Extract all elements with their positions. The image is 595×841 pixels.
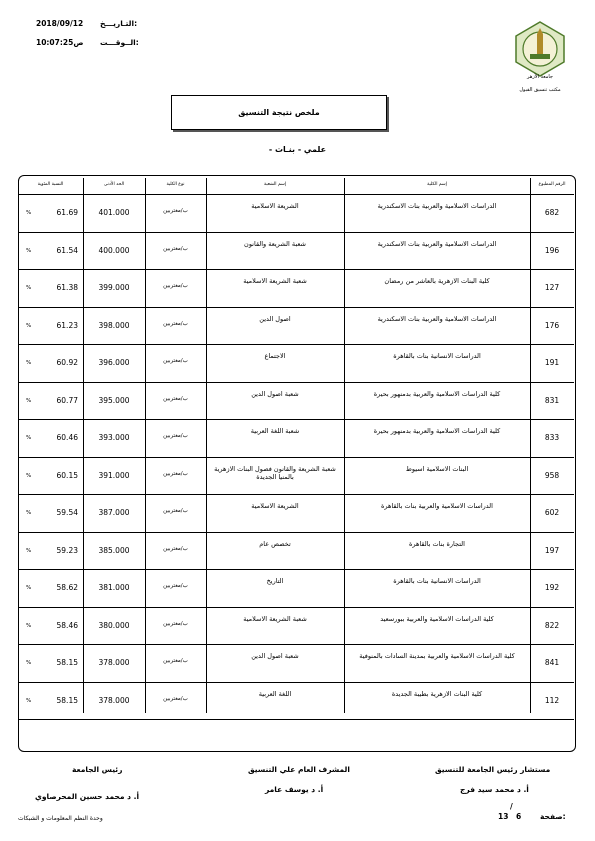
header-branch: إسم الشعبة (263, 182, 287, 187)
cell-pct: 61.54 (56, 245, 78, 255)
cell-pct: 61.69 (56, 208, 78, 217)
cell-code: 127 (544, 283, 560, 292)
header-type: نوع الكلية (166, 182, 185, 187)
cell-type: ب/مغتربين (163, 695, 188, 702)
header-code: الرقم المطبوع (538, 182, 566, 187)
cell-pct: 59.23 (56, 545, 78, 555)
cell-branch: الشريعة الاسلامية (251, 202, 299, 210)
cell-college: البنات الاسلامية اسيوط (405, 464, 469, 473)
cell-pct: 60.46 (56, 433, 78, 442)
table-row (18, 682, 574, 721)
table-row (18, 419, 574, 458)
table-row (18, 532, 574, 571)
percent-sign: % (26, 472, 32, 479)
table-row (18, 307, 574, 346)
cell-min: 395.000 (98, 395, 130, 405)
cell-pct: 60.15 (56, 470, 78, 480)
cell-college: الدراسات الاسلامية والعربية بنات الاسكندرية (377, 314, 497, 323)
page-total: 13 (498, 812, 509, 821)
cell-pct: 58.15 (56, 658, 78, 667)
cell-pct: 61.23 (56, 320, 78, 330)
cell-branch: التاريخ (266, 577, 284, 585)
cell-branch: اصول الدين (259, 314, 291, 323)
cell-type: ب/مغتربين (163, 283, 188, 289)
cell-type: ب/مغتربين (163, 470, 188, 477)
cell-min: 398.000 (98, 320, 130, 330)
report-subtitle: - علمي - بنـات (268, 145, 327, 154)
cell-college: كلية البنات الازهرية بالعاشر من رمضان (384, 277, 490, 285)
cell-code: 191 (544, 358, 560, 367)
cell-code: 197 (544, 545, 560, 555)
cell-college: كلية الدراسات الاسلامية والعربية بدمنهور بحيرة (373, 389, 501, 398)
percent-sign: % (26, 247, 32, 254)
cell-min: 378.000 (98, 695, 130, 705)
cell-college: الدراسات الانسانية بنات بالقاهرة (393, 577, 481, 585)
cell-pct: 58.15 (56, 695, 78, 705)
cell-type: ب/مغتربين (163, 433, 188, 439)
sig-left-name: أ. د محمد حسين المحرصاوي (35, 792, 140, 801)
cell-code: 822 (544, 620, 560, 630)
sig-right-title: مستشار رئيس الجامعة للتنسيق (435, 765, 551, 774)
cell-min: 385.000 (98, 545, 130, 555)
cell-pct: 60.77 (56, 395, 78, 405)
cell-branch: شعبة اصول الدين (251, 389, 299, 398)
cell-pct: 59.54 (56, 508, 78, 517)
percent-sign: % (26, 397, 32, 404)
sig-right-name: أ. د محمد سيد فرج (460, 785, 529, 794)
cell-min: 380.000 (98, 620, 130, 630)
cell-branch: شعبة الشريعة الاسلامية (243, 614, 307, 623)
cell-college: الدراسات الاسلامية والعربية بنات بالقاهرة (381, 502, 493, 510)
cell-type: ب/مغتربين (163, 658, 188, 664)
table-row (18, 194, 574, 233)
cell-college: الدراسات الانسانية بنات بالقاهرة (393, 352, 481, 360)
cell-code: 602 (544, 508, 560, 517)
university-logo (512, 20, 568, 78)
cell-code: 176 (544, 320, 560, 330)
cell-college: الدراسات الاسلامية والعربية بنات الاسكندرية (377, 239, 497, 248)
cell-type: ب/مغتربين (163, 395, 188, 402)
cell-branch: شعبة اللغة العربية (250, 427, 300, 435)
date-label: التـاريـــخ: (100, 19, 138, 28)
cell-type: ب/مغتربين (163, 583, 188, 589)
cell-code: 958 (544, 470, 560, 480)
table-row (18, 569, 574, 608)
cell-code: 682 (544, 208, 560, 217)
table-row (18, 269, 574, 308)
cell-type: ب/مغتربين (163, 208, 188, 214)
table-row (18, 494, 574, 533)
cell-min: 399.000 (98, 283, 130, 292)
cell-type: ب/مغتربين (163, 545, 188, 552)
sig-left-title: رئيس الجامعة (72, 765, 123, 774)
cell-code: 841 (544, 658, 560, 667)
percent-sign: % (26, 660, 32, 666)
cell-branch: شعبة اصول الدين (251, 652, 299, 660)
cell-pct: 58.62 (56, 583, 78, 592)
cell-type: ب/مغتربين (163, 245, 188, 252)
cell-code: 112 (544, 695, 560, 705)
table-row (18, 232, 574, 271)
org-name: جامعة الأزهر (526, 74, 554, 80)
table-row (18, 457, 574, 496)
cell-college: كلية الدراسات الاسلامية والعربية بدمنهور بحيرة (373, 427, 501, 435)
table-row (18, 644, 574, 683)
cell-branch: اللغة العربية (258, 689, 292, 698)
cell-college: التجارة بنات بالقاهرة (409, 539, 465, 548)
cell-branch: شعبة الشريعة والقانون (244, 239, 306, 248)
cell-min: 393.000 (98, 433, 130, 442)
cell-branch: شعبة الشريعة والقانون فصول البنات الازهرية بالمنيا الجديدة (214, 464, 336, 481)
cell-code: 196 (544, 245, 560, 255)
cell-branch: شعبة الشريعة الاسلامية (243, 277, 307, 285)
cell-college: الدراسات الاسلامية والعربية بنات الاسكندرية (377, 202, 497, 210)
cell-type: ب/مغتربين (163, 620, 188, 627)
time-value: ص10:07:25 (36, 38, 84, 47)
time-label: الــوقـــت: (100, 38, 139, 47)
cell-type: ب/مغتربين (163, 320, 188, 327)
cell-type: ب/مغتربين (163, 508, 188, 514)
cell-branch: الاجتماع (264, 352, 286, 360)
percent-sign: % (26, 585, 32, 591)
cell-min: 401.000 (98, 208, 130, 217)
cell-pct: 60.92 (56, 358, 78, 367)
cell-college: كلية الدراسات الاسلامية والعربية بمدينة السادات بالمنوفية (359, 652, 515, 660)
cell-min: 378.000 (98, 658, 130, 667)
percent-sign: % (26, 510, 32, 516)
percent-sign: % (26, 697, 32, 704)
cell-pct: 58.46 (56, 620, 78, 630)
percent-sign: % (26, 285, 32, 291)
table-row (18, 344, 574, 383)
cell-branch: تخصص عام (259, 539, 291, 548)
cell-min: 387.000 (98, 508, 130, 517)
cell-type: ب/مغتربين (163, 358, 188, 364)
cell-code: 831 (544, 395, 560, 405)
cell-college: كلية البنات الازهرية بطيبة الجديدة (391, 689, 483, 698)
footer-unit: وحدة النظم المعلومات و الشبكات (18, 815, 103, 822)
report-title: ملخص نتيجة التنسيق (171, 95, 387, 130)
page-current: 6 (516, 812, 522, 821)
cell-college: كلية الدراسات الاسلامية والعربية ببورسعيد (380, 614, 494, 623)
percent-sign: % (26, 547, 32, 554)
table-row (18, 382, 574, 421)
cell-branch: الشريعة الاسلامية (251, 502, 299, 510)
percent-sign: % (26, 210, 32, 216)
percent-sign: % (26, 622, 32, 629)
header-pct: النسبة المئوية (37, 182, 64, 187)
cell-code: 833 (544, 433, 560, 442)
date-value: 2018/09/12 (36, 19, 84, 28)
cell-pct: 61.38 (56, 283, 78, 292)
percent-sign: % (26, 322, 32, 329)
table-row (18, 607, 574, 646)
sig-middle-title: المشرف العام علي التنسيق (248, 765, 350, 774)
percent-sign: % (26, 435, 32, 441)
cell-min: 396.000 (98, 358, 130, 367)
table-header (18, 178, 574, 195)
cell-min: 400.000 (98, 245, 130, 255)
percent-sign: % (26, 360, 32, 366)
page-separator: / (510, 802, 513, 811)
header-college: إسم الكلية (427, 182, 447, 187)
page-label: صفحة: (540, 812, 566, 821)
cell-min: 391.000 (98, 470, 130, 480)
header-min: الحد الأدنى (103, 182, 125, 187)
office-name: مكتب تنسيق القبول (519, 87, 561, 93)
sig-middle-name: أ. د يوسف عامر (265, 785, 324, 794)
cell-min: 381.000 (98, 583, 130, 592)
cell-code: 192 (544, 583, 560, 592)
